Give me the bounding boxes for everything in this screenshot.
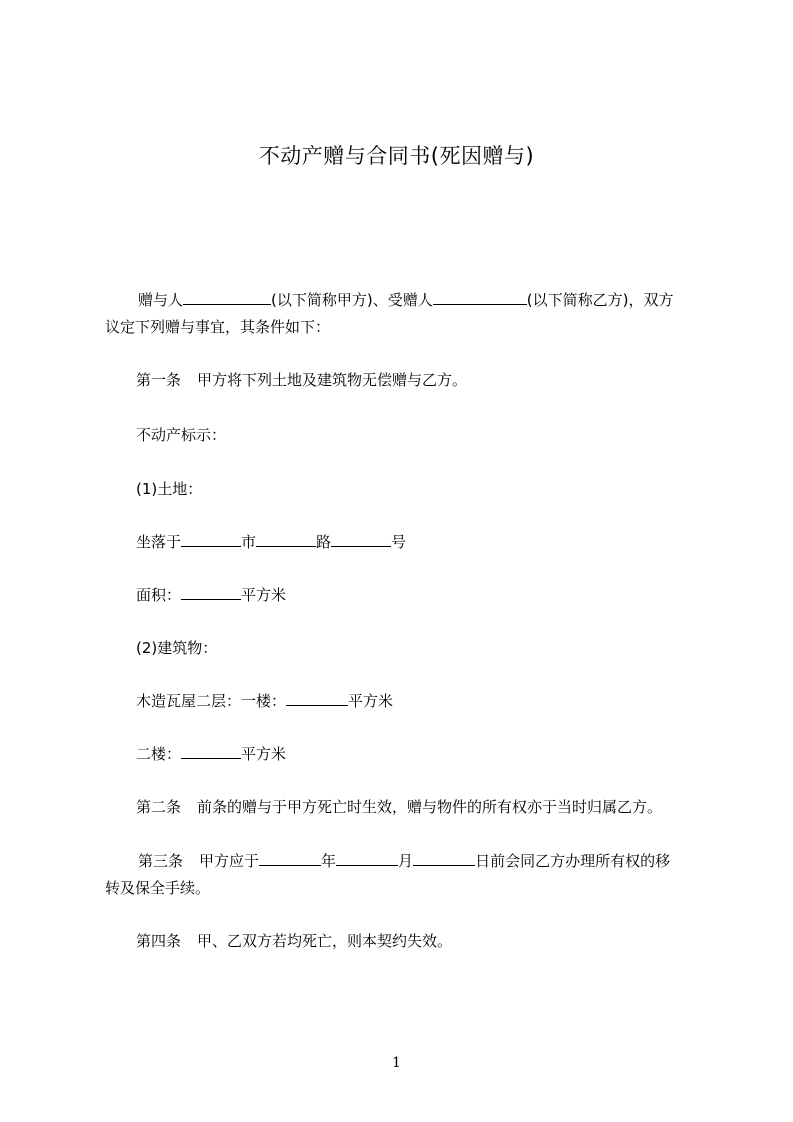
intro-line-1: [138, 288, 673, 312]
second-floor-blank: [181, 743, 241, 759]
month-label: 月: [398, 852, 414, 870]
article-3-line-2: 转及保全手续。: [105, 879, 211, 897]
article-1-label: 第一条: [136, 371, 182, 389]
road-blank: [256, 531, 316, 547]
article-2-label: 第二条: [136, 798, 182, 816]
article-4-label: 第四条: [136, 932, 182, 950]
article-2-text: 前条的赠与于甲方死亡时生效，赠与物件的所有权亦于当时归属乙方。: [197, 798, 663, 816]
article-4-text: 甲、乙双方若均死亡，则本契约失效。: [197, 932, 453, 950]
area-unit: 平方米: [241, 586, 287, 604]
year-label: 年: [321, 852, 337, 870]
city-blank: [181, 531, 241, 547]
month-blank: [336, 850, 398, 866]
second-floor-label: 二楼：: [136, 745, 182, 763]
building-second-floor-line: [136, 742, 286, 766]
building-first-floor-line: [136, 689, 393, 713]
area-blank: [181, 584, 241, 600]
city-label: 市: [241, 533, 257, 551]
number-blank: [331, 531, 391, 547]
building-heading: (2)建筑物：: [136, 639, 218, 657]
day-blank: [413, 850, 475, 866]
land-area-line: [136, 583, 286, 607]
year-blank: [259, 850, 321, 866]
article-2: [136, 795, 662, 819]
article-3-prefix: 甲方应于: [199, 852, 260, 870]
donor-label: 赠与人: [138, 291, 184, 309]
donor-blank: [183, 289, 271, 305]
building-type-label: 木造瓦屋二层：一楼：: [136, 692, 287, 710]
first-floor-unit: 平方米: [348, 692, 394, 710]
page-number: 1: [392, 1055, 401, 1071]
road-label: 路: [316, 533, 332, 551]
number-label: 号: [391, 533, 407, 551]
article-3-label: 第三条: [138, 852, 184, 870]
article-3-line-1: [138, 849, 670, 873]
article-1-text: 甲方将下列土地及建筑物无偿赠与乙方。: [197, 371, 468, 389]
intro-line-2: 议定下列赠与事宜，其条件如下：: [105, 318, 331, 336]
property-heading: 不动产标示：: [136, 426, 227, 444]
donee-alias-text: (以下简称乙方)，双方: [526, 291, 674, 309]
first-floor-blank: [286, 690, 348, 706]
article-3-suffix: 日前会同乙方办理所有权的移: [475, 852, 671, 870]
donor-alias-text: (以下简称甲方)、受赠人: [271, 291, 433, 309]
area-label: 面积：: [136, 586, 182, 604]
second-floor-unit: 平方米: [241, 745, 287, 763]
location-prefix: 坐落于: [136, 533, 182, 551]
land-location-line: [136, 530, 406, 554]
article-4: [136, 929, 452, 953]
article-1: [136, 368, 467, 392]
land-heading: (1)土地：: [136, 480, 203, 498]
document-title: 不动产赠与合同书(死因赠与): [258, 144, 535, 168]
donee-blank: [433, 289, 527, 305]
